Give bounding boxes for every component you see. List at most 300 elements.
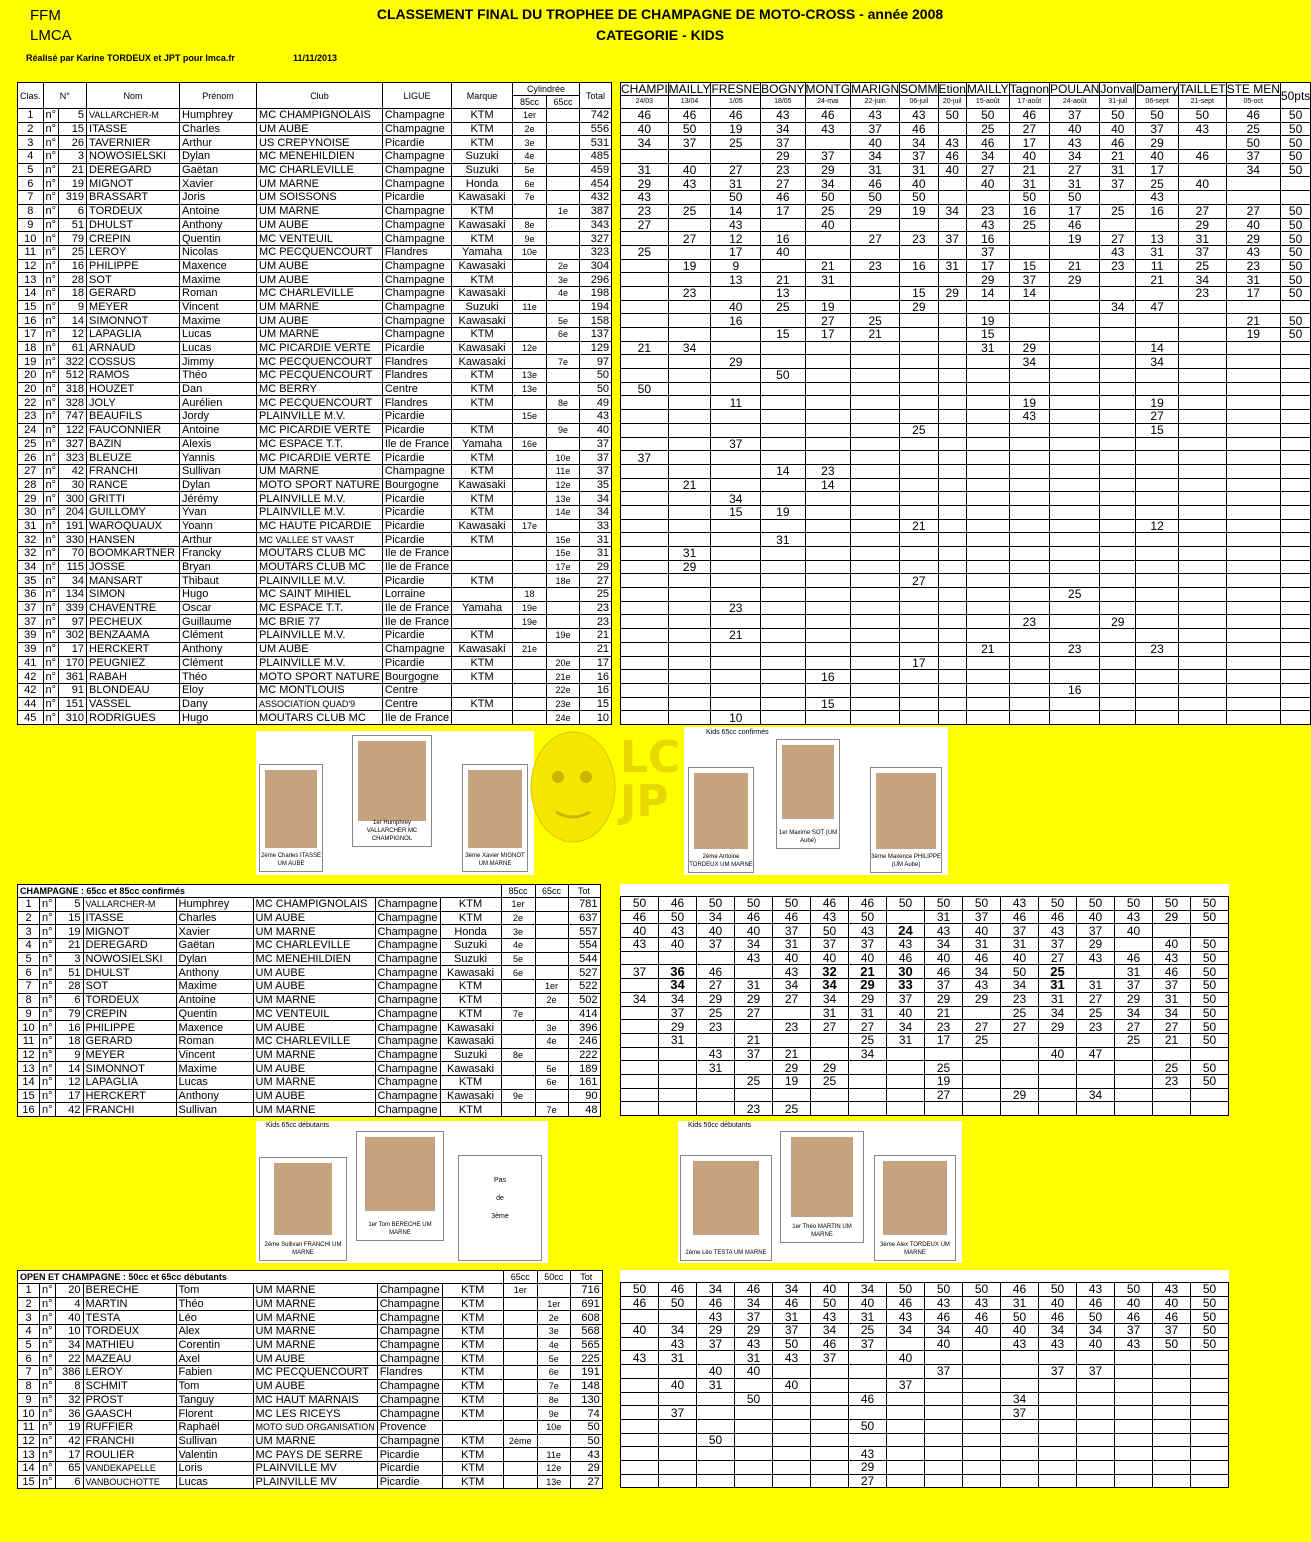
round-points bbox=[1115, 1406, 1153, 1420]
total: 527 bbox=[568, 966, 600, 980]
total: 396 bbox=[568, 1021, 600, 1035]
club: UM AUBE bbox=[253, 1379, 377, 1393]
round-points bbox=[1100, 670, 1136, 684]
round-points: 37 bbox=[805, 150, 851, 164]
round-points: 37 bbox=[966, 245, 1009, 259]
round-points bbox=[668, 314, 711, 328]
round-points: 50 bbox=[1191, 992, 1229, 1006]
total: 21 bbox=[580, 642, 612, 656]
table-row bbox=[18, 1393, 603, 1407]
round-points bbox=[938, 519, 966, 533]
round-points bbox=[773, 1447, 811, 1461]
round-points bbox=[668, 191, 711, 205]
round-points bbox=[1115, 1419, 1153, 1433]
table-row bbox=[18, 1352, 603, 1366]
round-points: 25 bbox=[925, 1061, 963, 1075]
rank: 41 bbox=[18, 656, 44, 670]
table-row bbox=[18, 341, 612, 355]
round-points: 29 bbox=[849, 979, 887, 993]
last-name: JOSSE bbox=[87, 560, 180, 574]
round-points bbox=[938, 464, 966, 478]
round-points bbox=[938, 601, 966, 615]
round-points bbox=[938, 328, 966, 342]
round-name: MAILLY bbox=[966, 82, 1009, 96]
round-points bbox=[1001, 1102, 1039, 1116]
round-points: 23 bbox=[761, 163, 805, 177]
round-points bbox=[1179, 588, 1226, 602]
round-points: 27 bbox=[711, 163, 761, 177]
number-prefix: n° bbox=[43, 314, 59, 328]
brand: Suzuki bbox=[440, 952, 501, 966]
club: PLAINVILLE M.V. bbox=[257, 410, 383, 424]
round-points: 27 bbox=[849, 1474, 887, 1488]
brand: KTM bbox=[452, 396, 513, 410]
round-points: 19 bbox=[1050, 232, 1100, 246]
round-points: 43 bbox=[1039, 1337, 1077, 1351]
club: UM MARNE bbox=[257, 300, 383, 314]
round-points bbox=[1226, 410, 1280, 424]
round-points bbox=[621, 1378, 659, 1392]
round-points bbox=[887, 1365, 925, 1379]
round-points: 31 bbox=[849, 1310, 887, 1324]
club: MC PAYS DE SERRE bbox=[253, 1448, 377, 1462]
number-prefix: n° bbox=[43, 519, 59, 533]
round-points bbox=[697, 1088, 735, 1102]
round-points: 43 bbox=[849, 1447, 887, 1461]
league: Champagne bbox=[377, 1297, 442, 1311]
round-points: 31 bbox=[805, 273, 851, 287]
brand: KTM bbox=[442, 1407, 503, 1421]
brand: KTM bbox=[442, 1393, 503, 1407]
table-row bbox=[18, 410, 612, 424]
round-points: 34 bbox=[659, 1324, 697, 1338]
brand: Kawasaki bbox=[440, 1021, 501, 1035]
round-points bbox=[735, 965, 773, 979]
cyl-rank-2 bbox=[535, 1048, 568, 1062]
round-points: 37 bbox=[1115, 1324, 1153, 1338]
table-row bbox=[621, 451, 1311, 465]
race-number: 34 bbox=[59, 574, 87, 588]
round-points: 25 bbox=[851, 314, 900, 328]
last-name: GERARD bbox=[87, 286, 180, 300]
cyl-rank-1 bbox=[513, 670, 547, 684]
rank: 5 bbox=[18, 952, 40, 966]
table-row bbox=[18, 122, 612, 136]
table-row bbox=[18, 547, 612, 561]
round-points: 17 bbox=[900, 656, 938, 670]
club: UM AUBE bbox=[257, 642, 383, 656]
round-points: 34 bbox=[621, 992, 659, 1006]
round-points: 34 bbox=[773, 1283, 811, 1297]
round-points bbox=[938, 177, 966, 191]
round-points: 43 bbox=[773, 1351, 811, 1365]
rank: 36 bbox=[18, 588, 44, 602]
round-points: 13 bbox=[1136, 232, 1179, 246]
rank: 9 bbox=[18, 1007, 40, 1021]
round-points: 50 bbox=[621, 382, 669, 396]
round-points: 50 bbox=[1191, 979, 1229, 993]
race-number: 323 bbox=[59, 451, 87, 465]
table-row bbox=[18, 656, 612, 670]
number-prefix: n° bbox=[43, 423, 59, 437]
rank: 20 bbox=[18, 369, 44, 383]
cyl-rank-2 bbox=[547, 410, 580, 424]
round-points: 50 bbox=[1191, 951, 1229, 965]
table-row bbox=[18, 519, 612, 533]
round-points bbox=[805, 410, 851, 424]
round-points bbox=[1039, 1351, 1077, 1365]
col-total: Tot bbox=[570, 1271, 602, 1284]
round-points: 29 bbox=[963, 992, 1001, 1006]
round-points: 34 bbox=[1039, 1006, 1077, 1020]
round-points: 31 bbox=[735, 1351, 773, 1365]
round-points bbox=[811, 1392, 849, 1406]
table-row bbox=[621, 505, 1311, 519]
table-row bbox=[18, 711, 612, 725]
club: UM AUBE bbox=[253, 1089, 375, 1103]
number-prefix: n° bbox=[40, 1434, 56, 1448]
round-points: 23 bbox=[668, 286, 711, 300]
photo-caption: 1er Humphrey VALLARCHER MC CHAMPIGNOL bbox=[366, 820, 418, 842]
round-points bbox=[1050, 464, 1100, 478]
round-points bbox=[1280, 547, 1310, 561]
number-prefix: n° bbox=[43, 478, 59, 492]
number-prefix: n° bbox=[43, 218, 59, 232]
first-name: Eloy bbox=[180, 683, 257, 697]
table-row bbox=[18, 911, 601, 925]
round-points bbox=[811, 1460, 849, 1474]
round-points bbox=[1001, 1033, 1039, 1047]
round-points bbox=[773, 1406, 811, 1420]
round-points: 50 bbox=[1280, 314, 1310, 328]
round-points: 50 bbox=[925, 897, 963, 911]
round-points: 37 bbox=[1001, 1406, 1039, 1420]
first-name: Bryan bbox=[180, 560, 257, 574]
cyl-rank-1 bbox=[513, 314, 547, 328]
rank: 5 bbox=[18, 163, 44, 177]
champagne-confirmes-right bbox=[620, 884, 1229, 1116]
round-points bbox=[1050, 574, 1100, 588]
round-points bbox=[1001, 1447, 1039, 1461]
brand: Honda bbox=[440, 925, 501, 939]
round-points: 27 bbox=[1039, 951, 1077, 965]
col-65cc: 65cc bbox=[503, 1271, 537, 1284]
round-points bbox=[1009, 547, 1049, 561]
table-row bbox=[621, 259, 1311, 273]
round-points bbox=[1100, 451, 1136, 465]
cyl-rank-2: 10e bbox=[537, 1420, 570, 1434]
brand: KTM bbox=[442, 1366, 503, 1380]
round-points bbox=[1280, 341, 1310, 355]
round-points: 14 bbox=[1136, 341, 1179, 355]
org-lmca: LMCA bbox=[30, 27, 72, 44]
round-points: 31 bbox=[1179, 232, 1226, 246]
table-row bbox=[18, 1089, 601, 1103]
round-points bbox=[1153, 1460, 1191, 1474]
league: Champagne bbox=[375, 980, 440, 994]
round-points bbox=[805, 382, 851, 396]
round-points bbox=[966, 697, 1009, 711]
club: UM MARNE bbox=[257, 328, 383, 342]
round-points bbox=[1191, 1433, 1229, 1447]
round-points bbox=[621, 979, 659, 993]
league: Champagne bbox=[377, 1325, 442, 1339]
round-points bbox=[805, 683, 851, 697]
number-prefix: n° bbox=[43, 697, 59, 711]
round-points: 40 bbox=[805, 218, 851, 232]
round-points: 46 bbox=[1153, 1310, 1191, 1324]
number-prefix: n° bbox=[40, 1475, 56, 1489]
cyl-rank-2: 3e bbox=[535, 1021, 568, 1035]
race-number: 318 bbox=[59, 382, 87, 396]
round-points: 50 bbox=[966, 109, 1009, 123]
cyl-rank-2: 2e bbox=[537, 1311, 570, 1325]
round-points bbox=[851, 683, 900, 697]
round-points bbox=[887, 1088, 925, 1102]
total: 34 bbox=[580, 505, 612, 519]
round-points: 23 bbox=[925, 1020, 963, 1034]
round-points bbox=[761, 629, 805, 643]
round-points bbox=[966, 533, 1009, 547]
round-points bbox=[1039, 1074, 1077, 1088]
col-65cc: 65cc bbox=[535, 885, 568, 898]
brand: KTM bbox=[440, 1007, 501, 1021]
round-points bbox=[1050, 697, 1100, 711]
cyl-rank-2: 13e bbox=[537, 1475, 570, 1489]
first-name: Antoine bbox=[176, 993, 253, 1007]
table-row bbox=[621, 410, 1311, 424]
round-points: 31 bbox=[1100, 163, 1136, 177]
round-points bbox=[621, 150, 669, 164]
first-name: Maxime bbox=[180, 314, 257, 328]
round-points: 46 bbox=[925, 965, 963, 979]
race-number: 3 bbox=[59, 150, 87, 164]
round-points bbox=[1050, 451, 1100, 465]
rank: 10 bbox=[18, 1407, 40, 1421]
round-points bbox=[1136, 314, 1179, 328]
round-points bbox=[621, 423, 669, 437]
race-number: 10 bbox=[55, 1325, 83, 1339]
photo-panel-85cc bbox=[256, 731, 534, 875]
number-prefix: n° bbox=[40, 1338, 56, 1352]
round-points bbox=[925, 1474, 963, 1488]
brand: KTM bbox=[452, 505, 513, 519]
total: 544 bbox=[568, 952, 600, 966]
league: Champagne bbox=[375, 1103, 440, 1117]
league: Champagne bbox=[382, 163, 451, 177]
round-points: 27 bbox=[1100, 232, 1136, 246]
round-points: 50 bbox=[849, 910, 887, 924]
round-points bbox=[1077, 1460, 1115, 1474]
round-points bbox=[697, 1419, 735, 1433]
round-points bbox=[1050, 410, 1100, 424]
round-points bbox=[711, 574, 761, 588]
round-points: 16 bbox=[966, 232, 1009, 246]
round-points: 40 bbox=[659, 938, 697, 952]
race-number: 17 bbox=[59, 642, 87, 656]
round-points bbox=[1179, 711, 1226, 725]
round-points: 29 bbox=[1115, 992, 1153, 1006]
league: Ile de France bbox=[382, 437, 451, 451]
round-points bbox=[1280, 615, 1310, 629]
round-points bbox=[805, 711, 851, 725]
round-points bbox=[1179, 533, 1226, 547]
club: UM MARNE bbox=[257, 464, 383, 478]
race-number: 3 bbox=[55, 952, 83, 966]
round-points bbox=[1226, 191, 1280, 205]
round-points bbox=[761, 560, 805, 574]
cyl-rank-2 bbox=[547, 136, 580, 150]
league: Champagne bbox=[375, 1007, 440, 1021]
cyl-rank-1: 11e bbox=[513, 300, 547, 314]
round-points bbox=[1039, 1088, 1077, 1102]
last-name: SIMON bbox=[87, 588, 180, 602]
round-points: 46 bbox=[963, 1310, 1001, 1324]
round-points bbox=[773, 1474, 811, 1488]
round-points: 31 bbox=[925, 910, 963, 924]
round-points: 25 bbox=[1050, 588, 1100, 602]
table-row bbox=[18, 952, 601, 966]
round-points bbox=[1100, 574, 1136, 588]
rank: 7 bbox=[18, 980, 40, 994]
last-name: TORDEUX bbox=[87, 204, 180, 218]
race-number: 300 bbox=[59, 492, 87, 506]
round-points bbox=[659, 1088, 697, 1102]
round-points bbox=[805, 396, 851, 410]
league: Champagne bbox=[382, 300, 451, 314]
open-debutants-right bbox=[620, 1270, 1229, 1488]
round-points: 21 bbox=[1009, 163, 1049, 177]
round-points bbox=[849, 1102, 887, 1116]
first-name: Loris bbox=[176, 1461, 253, 1475]
round-points bbox=[851, 382, 900, 396]
table-row bbox=[18, 1021, 601, 1035]
round-points: 25 bbox=[1009, 218, 1049, 232]
round-points bbox=[1115, 1433, 1153, 1447]
brand: Kawasaki bbox=[452, 191, 513, 205]
round-points bbox=[900, 369, 938, 383]
rank: 13 bbox=[18, 1448, 40, 1462]
rank: 15 bbox=[18, 1089, 40, 1103]
rank: 16 bbox=[18, 314, 44, 328]
round-points bbox=[761, 423, 805, 437]
last-name: ROULIER bbox=[83, 1448, 176, 1462]
round-points bbox=[1039, 1406, 1077, 1420]
race-number: 328 bbox=[59, 396, 87, 410]
round-points bbox=[1115, 1061, 1153, 1075]
round-points bbox=[761, 382, 805, 396]
cyl-rank-1: 1er bbox=[513, 109, 547, 123]
first-name: Thibaut bbox=[180, 574, 257, 588]
round-points bbox=[1179, 547, 1226, 561]
total: 485 bbox=[580, 150, 612, 164]
table-row bbox=[18, 259, 612, 273]
total: 387 bbox=[580, 204, 612, 218]
table-row bbox=[621, 897, 1229, 911]
round-points: 43 bbox=[849, 924, 887, 938]
league: Picardie bbox=[382, 492, 451, 506]
round-points: 25 bbox=[811, 1074, 849, 1088]
round-points bbox=[1039, 1433, 1077, 1447]
open-debutants-rounds bbox=[620, 1270, 1229, 1488]
last-name: COSSUS bbox=[87, 355, 180, 369]
round-points: 50 bbox=[1136, 109, 1179, 123]
round-points: 43 bbox=[925, 924, 963, 938]
cyl-rank-1: 8e bbox=[501, 1048, 535, 1062]
round-points: 43 bbox=[1039, 924, 1077, 938]
round-points: 21 bbox=[1136, 273, 1179, 287]
club: UM MARNE bbox=[253, 1103, 375, 1117]
round-points bbox=[1280, 601, 1310, 615]
round-points bbox=[621, 464, 669, 478]
photo-caption: 2ème Charles ITASSE UM AUBE bbox=[261, 853, 321, 867]
round-points: 50 bbox=[1001, 1310, 1039, 1324]
round-points: 37 bbox=[1039, 938, 1077, 952]
round-points: 25 bbox=[849, 1324, 887, 1338]
round-points: 40 bbox=[697, 1365, 735, 1379]
round-points bbox=[1115, 1392, 1153, 1406]
round-points bbox=[1050, 478, 1100, 492]
rounds-header-row-2 bbox=[621, 96, 1311, 109]
cyl-rank-2 bbox=[535, 966, 568, 980]
round-points bbox=[621, 369, 669, 383]
round-points: 23 bbox=[1226, 259, 1280, 273]
rank: 1 bbox=[18, 109, 44, 123]
rank: 3 bbox=[18, 136, 44, 150]
number-prefix: n° bbox=[43, 300, 59, 314]
table-row bbox=[621, 163, 1311, 177]
round-points bbox=[805, 492, 851, 506]
cyl-rank-2 bbox=[547, 601, 580, 615]
table-row bbox=[621, 177, 1311, 191]
number-prefix: n° bbox=[40, 1284, 56, 1298]
round-points bbox=[668, 451, 711, 465]
cyl-rank-2: 24e bbox=[547, 711, 580, 725]
round-points bbox=[761, 437, 805, 451]
round-points bbox=[773, 1433, 811, 1447]
table-row bbox=[621, 191, 1311, 205]
round-points bbox=[1009, 670, 1049, 684]
cyl-rank-2: 19e bbox=[547, 629, 580, 643]
number-prefix: n° bbox=[43, 136, 59, 150]
league: Champagne bbox=[382, 286, 451, 300]
round-points: 31 bbox=[1115, 965, 1153, 979]
round-points bbox=[938, 245, 966, 259]
round-points: 37 bbox=[1226, 150, 1280, 164]
round-points: 27 bbox=[805, 314, 851, 328]
round-points: 40 bbox=[773, 1378, 811, 1392]
league: Champagne bbox=[375, 993, 440, 1007]
round-points: 50 bbox=[1280, 259, 1310, 273]
total: 90 bbox=[568, 1089, 600, 1103]
photo-caption: 2ème Sullivan FRANCHI UM MARNE bbox=[264, 1242, 342, 1256]
round-points bbox=[735, 1447, 773, 1461]
cyl-rank-1 bbox=[501, 993, 535, 1007]
round-points: 50 bbox=[1280, 204, 1310, 218]
rank: 26 bbox=[18, 451, 44, 465]
league: Champagne bbox=[377, 1338, 442, 1352]
rank: 39 bbox=[18, 642, 44, 656]
first-name: Francky bbox=[180, 547, 257, 561]
league: Champagne bbox=[375, 1062, 440, 1076]
round-points bbox=[887, 1074, 925, 1088]
round-points: 30 bbox=[887, 965, 925, 979]
race-number: 19 bbox=[55, 1420, 83, 1434]
round-points bbox=[963, 1474, 1001, 1488]
round-points bbox=[900, 670, 938, 684]
round-points bbox=[1280, 574, 1310, 588]
table-row bbox=[18, 670, 612, 684]
